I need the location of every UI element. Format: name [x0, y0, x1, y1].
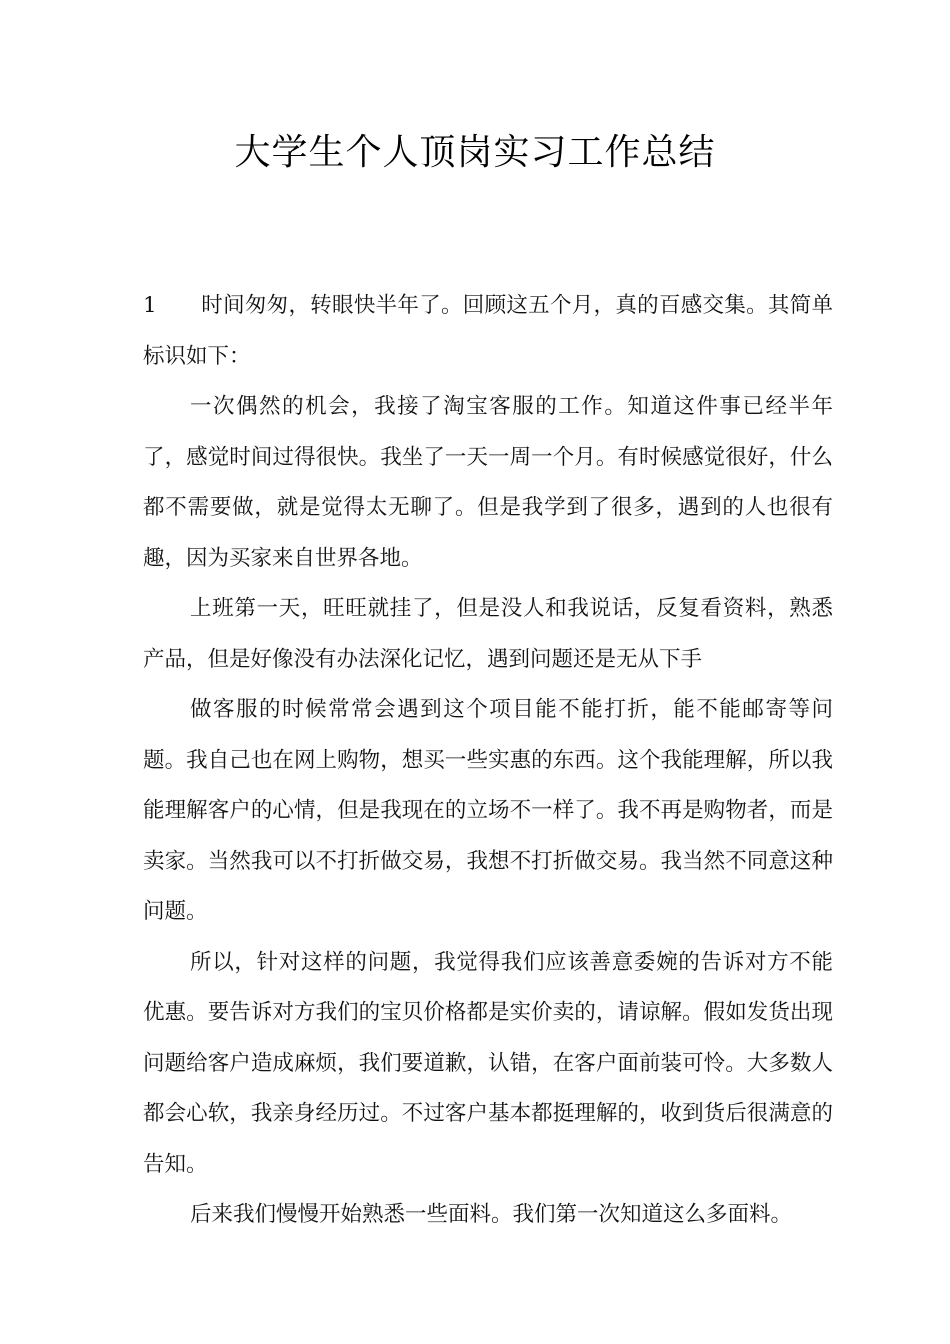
paragraph-4: 做客服的时候常常会遇到这个项目能不能打折，能不能邮寄等问题。我自己也在网上购物，想买一些实惠的东西。这个我能理解，所以我能理解客户的心情，但是我现在的立场不一样了。我不再是购物者，而是卖家。当然我可以不打折做交易，我想不打折做交易。我当然不同意这种问题。: [143, 697, 833, 924]
paragraph-6: 后来我们慢慢开始熟悉一些面料。我们第一次知道这么多面料。: [190, 1202, 793, 1227]
paragraph-1-text: 时间匆匆，转眼快半年了。回顾这五个月，真的百感交集。其简单标识如下：: [143, 293, 833, 369]
paragraph-3: 上班第一天，旺旺就挂了，但是没人和我说话，反复看资料，熟悉产品，但是好像没有办法深化记忆，遇到问题还是无从下手: [143, 596, 833, 672]
paragraph-number: 1: [143, 293, 157, 318]
document-body: [143, 281, 833, 1241]
paragraph-5: 所以，针对这样的问题，我觉得我们应该善意委婉的告诉对方不能优惠。要告诉对方我们的宝贝价格都是实价卖的，请谅解。假如发货出现问题给客户造成麻烦，我们要道歉，认错，在客户面前装可怜。大多数人都会心软，我亲身经历过。不过客户基本都挺理解的，收到货后很满意的告知。: [143, 949, 833, 1177]
paragraph-1: [143, 281, 833, 382]
document-title: 大学生个人顶岗实习工作总结: [234, 132, 716, 173]
paragraph-2: 一次偶然的机会，我接了淘宝客服的工作。知道这件事已经半年了，感觉时间过得很快。我坐了一天一周一个月。有时候感觉很好，什么都不需要做，就是觉得太无聊了。但是我学到了很多，遇到的人也很有趣，因为买家来自世界各地。: [143, 394, 833, 571]
